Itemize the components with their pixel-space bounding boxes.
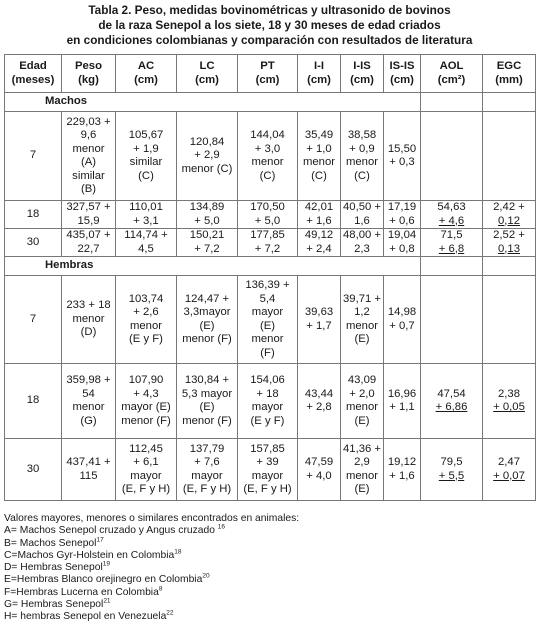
cell-line: (E) [199, 319, 215, 332]
aol-cell [421, 364, 483, 439]
cell-line: 0,12 [498, 214, 520, 227]
iis-cell [341, 112, 384, 201]
cell-line: 2,3 [354, 242, 370, 255]
cell-line: (C) [311, 169, 327, 182]
cell-line: menor [251, 333, 284, 345]
reference-number: 19 [102, 560, 110, 568]
cell-line: similar [72, 169, 105, 182]
pt-cell [238, 229, 298, 257]
age-cell: 7 [5, 276, 62, 364]
isis-cell [384, 229, 421, 257]
cell-line: 38,58 [347, 129, 377, 141]
peso-cell [62, 364, 116, 439]
table-row [5, 229, 536, 257]
pt-cell [238, 364, 298, 439]
cell-line: + 0,9 [349, 142, 375, 155]
section-row [5, 257, 536, 276]
table-row [5, 201, 536, 229]
cell-line: + 18 [256, 387, 279, 400]
reference-number: 17 [96, 536, 104, 544]
iis-cell [341, 229, 384, 257]
iis-cell [341, 364, 384, 439]
cell-line: (G) [80, 414, 97, 427]
cell-line: 120,84 [189, 135, 225, 148]
table-row [5, 112, 536, 201]
col-header: PT (cm) [238, 55, 298, 93]
cell-line: + 7,2 [254, 242, 281, 255]
cell-line: 103,74 [128, 292, 164, 305]
age-cell: 7 [5, 112, 62, 201]
cell-line: + 2,6 [133, 306, 159, 318]
cell-line: 41,36 + [343, 442, 382, 455]
reference-number: 22 [166, 609, 174, 617]
cell-line: (E, F y H) [121, 483, 171, 495]
cell-line: 110,01 [129, 201, 163, 213]
cell-line: + 1,1 [389, 401, 415, 413]
cell-line: 177,85 [250, 229, 285, 241]
cell-line: 229,03 + [66, 115, 111, 128]
cell-line: mayor (E) [121, 401, 171, 413]
peso-cell [62, 276, 116, 364]
cell-line: + 0,7 [389, 319, 415, 332]
cell-line: menor [72, 142, 105, 155]
cell-line: 0,13 [498, 242, 520, 255]
cell-line: 47,54 [437, 387, 466, 400]
cell-line: menor [345, 156, 379, 168]
cell-line: 79,5 [440, 456, 463, 468]
cell-line: 9,6 [80, 129, 97, 141]
cell-line: + 5,5 [438, 469, 465, 482]
cell-line: 359,98 + [66, 374, 111, 386]
age-cell: 30 [5, 439, 62, 501]
cell-line: + 2,8 [306, 401, 332, 413]
cell-line: 39,71 + [343, 292, 382, 305]
aol-cell [421, 439, 483, 501]
col-header: LC (cm) [177, 55, 238, 93]
cell-line: 105,67 [128, 129, 164, 141]
footnote-line: Valores mayores, menores o similares encontrados en animales: [4, 513, 300, 524]
cell-line: + 2,9 [194, 149, 220, 162]
cell-line: + 2,4 [306, 242, 332, 255]
reference-number: 18 [174, 548, 182, 556]
cell-line: 47,59 [304, 456, 334, 468]
cell-line: mayor [191, 469, 223, 482]
iis-cell [341, 439, 384, 501]
cell-line: 49,12 [304, 229, 334, 241]
lc-cell [177, 112, 238, 201]
cell-line: + 0,6 [389, 214, 415, 227]
cell-line: + 39 [256, 456, 279, 468]
cell-line: 40,50 + [343, 201, 382, 213]
cell-line: menor [251, 156, 284, 168]
age-cell: 18 [5, 364, 62, 439]
cell-line: menor [72, 401, 105, 413]
cell-line: 2,38 [498, 387, 520, 400]
footnote-line: H= hembras Senepol en Venezuela$^{22}$ [4, 609, 174, 623]
reference-number: 8 [158, 585, 163, 593]
cell-line: + 4,6 [438, 214, 465, 227]
footnote-line: G= Hembras Senepol$^{21}$ [4, 597, 111, 611]
table-row [5, 439, 536, 501]
ac-cell [116, 364, 177, 439]
cell-line: menor (F) [121, 414, 171, 427]
lc-cell [177, 229, 238, 257]
cell-line: 71,5 [440, 229, 463, 241]
cell-line: + 4,3 [133, 387, 159, 400]
cell-line: 150,21 [189, 229, 225, 241]
cell-line: 5,3 mayor [181, 387, 233, 400]
cell-line: 437,41 + [66, 456, 111, 468]
cell-line: (A) [80, 156, 97, 168]
cell-line: 170,50 [250, 201, 285, 213]
cell-line: 5,4 [259, 292, 276, 305]
cell-line: + 0,07 [493, 469, 525, 482]
cell-line: 43,44 [304, 387, 334, 400]
cell-line: 107,90 [128, 374, 164, 386]
ac-cell [116, 112, 177, 201]
cell-line: 3,3mayor [183, 306, 231, 318]
cell-line: menor [302, 156, 336, 168]
cell-line: mayor [251, 306, 284, 318]
cell-line: (E) [354, 483, 370, 495]
isis-cell [384, 439, 421, 501]
cell-line: 35,49 [304, 129, 334, 141]
lc-cell [177, 276, 238, 364]
cell-line: 14,98 [387, 306, 417, 318]
cell-line: + 1,6 [389, 469, 415, 482]
cell-line: + 0,05 [493, 401, 525, 413]
age-cell: 30 [5, 229, 62, 257]
pt-cell [238, 439, 298, 501]
cell-line: (E) [199, 401, 215, 413]
cell-line: 134,89 [189, 201, 225, 213]
cell-line: (C) [138, 169, 154, 182]
egc-cell [483, 364, 536, 439]
cell-line: 136,39 + [245, 279, 290, 291]
cell-line: + 6,8 [438, 242, 465, 255]
cell-line: menor [345, 469, 379, 482]
cell-line: menor [345, 401, 379, 413]
egc-cell [483, 276, 536, 364]
col-header: IS-IS (cm) [384, 55, 421, 93]
cell-line: mayor [251, 469, 284, 482]
cell-line: + 1,6 [306, 214, 332, 227]
table-row [5, 364, 536, 439]
lc-cell [177, 439, 238, 501]
footnote-line: C=Machos Gyr-Holstein en Colombia$^{18}$ [4, 548, 182, 561]
cell-line: 19,12 [387, 456, 417, 468]
iis-cell [341, 276, 384, 364]
ac-cell [116, 201, 177, 229]
iis-cell [341, 201, 384, 229]
cell-line: 2,9 [354, 456, 370, 468]
egc-cell [483, 439, 536, 501]
footnote-line: D= Hembras Senepol$^{19}$ [4, 560, 110, 574]
egc-cell [483, 112, 536, 201]
cell-line: 22,7 [77, 242, 100, 255]
egc-cell [483, 229, 536, 257]
cell-line: 124,47 + [184, 292, 230, 305]
peso-cell [62, 439, 116, 501]
cell-line: similar [129, 156, 163, 168]
col-header: Edad (meses) [5, 55, 62, 93]
footnote-line: B= Machos Senepol$^{17}$ [4, 536, 104, 549]
cell-line: 48,00 + [343, 229, 382, 241]
cell-line: menor [345, 319, 379, 332]
cell-line: menor [129, 319, 163, 332]
col-header: I-I (cm) [298, 55, 341, 93]
cell-line: (C) [354, 169, 370, 182]
ii-cell [298, 112, 341, 201]
cell-line: menor [72, 312, 105, 325]
cell-line: menor (F) [182, 333, 232, 345]
ac-cell [116, 276, 177, 364]
caption-line: Tabla 2. Peso, medidas bovinométricas y ultrasonido de bovinos [88, 3, 451, 17]
cell-line: 1,6 [354, 214, 370, 227]
cell-line: 17,19 [387, 201, 417, 213]
data-table [4, 54, 536, 501]
cell-line: 115 [79, 469, 98, 482]
cell-line: (E, F y H) [182, 483, 232, 495]
cell-line: + 4,0 [306, 469, 332, 482]
cell-line: 16,96 [387, 387, 417, 400]
cell-line: 114,74 + [124, 229, 168, 241]
cell-line: 39,63 [304, 306, 334, 318]
ii-cell [298, 439, 341, 501]
caption-line: en condiciones colombianas y comparación con resultados de literatura [66, 33, 473, 47]
lc-cell [177, 201, 238, 229]
cell-line: mayor [130, 469, 162, 482]
cell-line: + 1,0 [306, 142, 332, 155]
isis-cell [384, 276, 421, 364]
cell-line: 54,63 [437, 201, 466, 213]
cell-line: + 5,0 [194, 214, 220, 227]
ii-cell [298, 229, 341, 257]
cell-line: 15,50 [387, 142, 417, 155]
cell-line: 435,07 + [66, 229, 111, 241]
cell-line: + 2,0 [349, 387, 375, 400]
aol-cell [421, 112, 483, 201]
col-header: AC (cm) [116, 55, 177, 93]
cell-line: (C) [259, 169, 276, 182]
cell-line: 2,42 + [493, 201, 525, 213]
cell-line: + 3,0 [254, 142, 281, 155]
cell-line: + 0,3 [389, 156, 415, 168]
footnote-line: E=Hembras Blanco orejinegro en Colombia$^{20}$ [4, 573, 210, 586]
isis-cell [384, 364, 421, 439]
cell-line: 137,79 [189, 442, 225, 455]
cell-line: (E) [259, 319, 276, 332]
section-row [5, 93, 536, 112]
cell-line: 15,9 [77, 214, 100, 227]
pt-cell [238, 112, 298, 201]
col-header: EGC (mm) [483, 55, 536, 93]
cell-line: (E y F) [250, 414, 285, 427]
cell-line: 233 + 18 [66, 299, 111, 312]
cell-line: (D) [80, 326, 97, 339]
cell-line: menor (C) [181, 162, 233, 175]
ii-cell [298, 201, 341, 229]
cell-line: (E y F) [129, 333, 163, 345]
cell-line: 1,2 [354, 306, 370, 318]
cell-line: 19,04 [387, 229, 417, 241]
ac-cell [116, 229, 177, 257]
cell-line: + 6,1 [133, 456, 159, 468]
footnote-line: A= Machos Senepol cruzado y Angus cruzado $^{16}$ [4, 523, 226, 537]
cell-line: + 3,1 [133, 214, 159, 227]
cell-line: menor (F) [182, 414, 232, 427]
pt-cell [238, 201, 298, 229]
section-label-machos: Machos [5, 93, 421, 112]
caption-line: de la raza Senepol a los siete, 18 y 30 meses de edad criados [98, 18, 441, 32]
col-header: AOL (cm²) [421, 55, 483, 93]
aol-cell [421, 229, 483, 257]
lc-cell [177, 364, 238, 439]
cell-line: (F) [260, 346, 275, 359]
cell-line: 112,45 [129, 442, 163, 455]
cell-line: 54 [82, 387, 95, 400]
cell-line: 4,5 [138, 242, 154, 255]
cell-line: + 1,7 [306, 319, 332, 332]
cell-line: 327,57 + [66, 201, 111, 213]
cell-line: (B) [80, 183, 97, 195]
isis-cell [384, 112, 421, 201]
pt-cell [238, 276, 298, 364]
footnote-line: F=Hembras Lucerna en Colombia$^8$ [4, 585, 163, 598]
col-header: I-IS (cm) [341, 55, 384, 93]
peso-cell [62, 229, 116, 257]
header-row [5, 55, 536, 93]
egc-cell [483, 201, 536, 229]
isis-cell [384, 201, 421, 229]
peso-cell [62, 112, 116, 201]
col-header: Peso (kg) [62, 55, 116, 93]
cell-line: 43,09 [347, 374, 377, 386]
cell-line: (E, F y H) [243, 483, 292, 495]
table-caption [0, 3, 539, 48]
reference-number: 21 [103, 597, 111, 605]
cell-line: 2,52 + [493, 229, 525, 241]
cell-line: + 7,2 [194, 242, 220, 255]
cell-line: 2,47 [498, 456, 520, 468]
cell-line: + 5,0 [254, 214, 281, 227]
cell-line: (E) [354, 333, 370, 345]
ii-cell [298, 364, 341, 439]
aol-cell [421, 276, 483, 364]
cell-line: 157,85 [250, 442, 285, 455]
ac-cell [116, 439, 177, 501]
age-cell: 18 [5, 201, 62, 229]
cell-line: (E) [354, 414, 370, 427]
reference-number: 20 [202, 573, 210, 581]
section-label-hembras: Hembras [5, 257, 421, 276]
cell-line: + 0,8 [389, 242, 415, 255]
footnotes [4, 513, 534, 624]
cell-line: 154,06 [250, 374, 285, 386]
cell-line: + 1,9 [133, 142, 159, 155]
ii-cell [298, 276, 341, 364]
aol-cell [421, 201, 483, 229]
reference-number: 16 [217, 523, 226, 531]
cell-line: + 7,6 [194, 456, 220, 468]
peso-cell [62, 201, 116, 229]
cell-line: mayor [251, 401, 284, 413]
table-row [5, 276, 536, 364]
cell-line: 42,01 [304, 201, 334, 213]
cell-line: + 6,86 [435, 401, 468, 413]
cell-line: 144,04 [250, 129, 285, 141]
cell-line: 130,84 + [184, 374, 230, 386]
